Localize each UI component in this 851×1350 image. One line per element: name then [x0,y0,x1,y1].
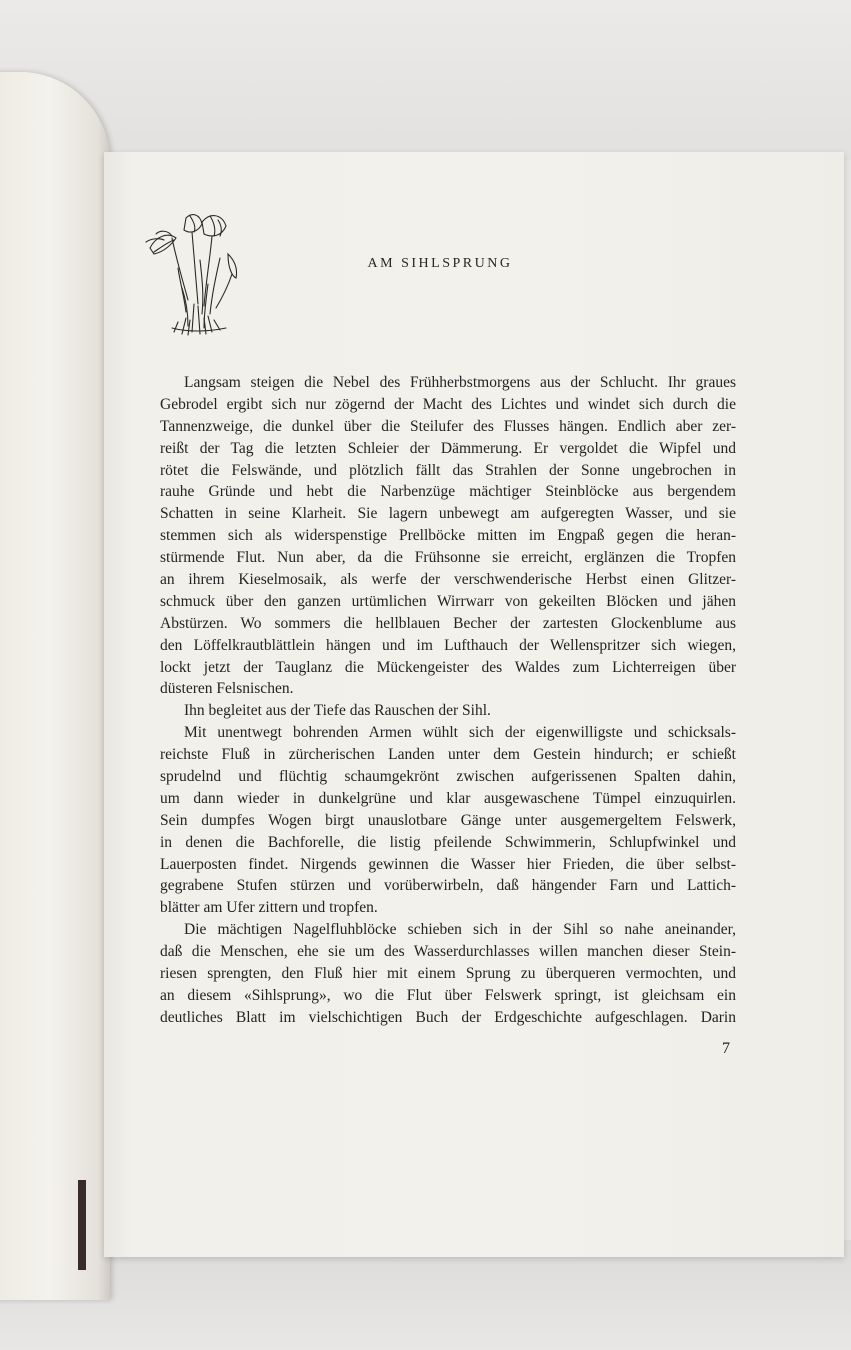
text-line: Abstürzen. Wo sommers die hellblauen Becher der zartesten Glockenblume aus [160,614,736,632]
text-line: stürmende Flut. Nun aber, da die Frühsonne sie erreicht, erglänzen die Tropfen [160,549,736,567]
text-line: an ihrem Kieselmosaik, als werfe der verschwenderische Herbst einen Glitzer- [160,571,736,589]
text-line: Gebrodel ergibt sich nur zögernd der Macht des Lichtes und windet sich durch die [160,395,736,413]
text-line: rauhe Gründe und hebt die Narbenzüge mächtiger Steinblöcke aus bergendem [160,483,736,501]
text-line: an diesem «Sihlsprung», wo die Flut über Felswerk springt, ist gleichsam ein [160,986,736,1004]
background-top [0,0,851,160]
left-page-edge [0,72,110,1300]
text-line: lockt jetzt der Tauglanz die Mückengeister des Waldes zum Lichterreigen über [160,658,736,676]
text-line: daß die Menschen, ehe sie um des Wasserdurchlasses willen manchen dieser Stein- [160,943,736,961]
text-line: sprudelnd und flüchtig schaumgekrönt zwischen aufgerissenen Spalten dahin, [160,768,736,786]
text-line: den Löffelkrautblättlein hängen und im Lufthauch der Wellenspritzer sich wiegen, [160,636,736,654]
text-line: blätter am Ufer zittern und tropfen. [160,899,378,917]
chapter-title: AM SIHLSPRUNG [367,256,513,271]
text-line: schmuck über den ganzen urtümlichen Wirrwarr von gekeilten Blöcken und jähen [160,592,736,610]
text-line: Sein dumpfes Wogen birgt unauslotbare Gänge unter ausgemergeltem Felswerk, [160,811,736,829]
text-line: düsteren Felsnischen. [160,680,294,698]
text-line: gegrabene Stufen stürzen und vorüberwirbeln, daß hängender Farn und Lattich- [160,877,736,895]
text-line: Tannenzweige, die dunkel über die Steilufer des Flusses hängen. Endlich aber zer- [160,417,736,435]
text-line: rötet die Felswände, und plötzlich fällt das Strahlen der Sonne ungebrochen in [160,461,736,479]
text-line: Die mächtigen Nagelfluhblöcke schieben sich in der Sihl so nahe aneinander, [184,921,736,939]
text-line: Schatten in seine Klarheit. Sie lagern unbewegt am aufgeregten Wasser, und sie [160,505,736,523]
text-line: deutliches Blatt im vielschichtigen Buch der Erdgeschichte aufgeschlagen. Darin [160,1008,736,1026]
text-line: reichste Fluß in zürcherischen Landen unter dem Gestein hindurch; er schießt [160,746,736,764]
text-line: um dann wieder in dunkelgrüne und klar ausgewaschene Tümpel einzuquirlen. [160,789,736,807]
text-line: riesen sprengten, den Fluß hier mit einem Sprung zu überqueren vermochten, und [160,965,736,983]
text-line: Ihn begleitet aus der Tiefe das Rauschen der Sihl. [184,702,491,720]
text-line: stemmen sich als widerspenstige Prellböcke mitten im Engpaß gegen die heran- [160,527,736,545]
book-cover-edge [78,1180,86,1270]
text-line: Lauerposten findet. Nirgends gewinnen die Wasser hier Frieden, die über selbst- [160,855,736,873]
body-text [160,372,736,1029]
text-line: reißt der Tag die letzten Schleier der Dämmerung. Er vergoldet die Wipfel und [160,439,736,457]
text-line: Mit unentwegt bohrenden Armen wühlt sich der eigenwilligste und schicksals- [184,724,736,742]
text-line: Langsam steigen die Nebel des Frühherbstmorgens aus der Schlucht. Ihr graues [184,374,736,391]
text-line: in denen die Bachforelle, die listig pfeilende Schwimmerin, Schlupfwinkel und [160,833,736,851]
page-number: 7 [722,1040,730,1057]
crocus-flower-icon [142,208,248,336]
